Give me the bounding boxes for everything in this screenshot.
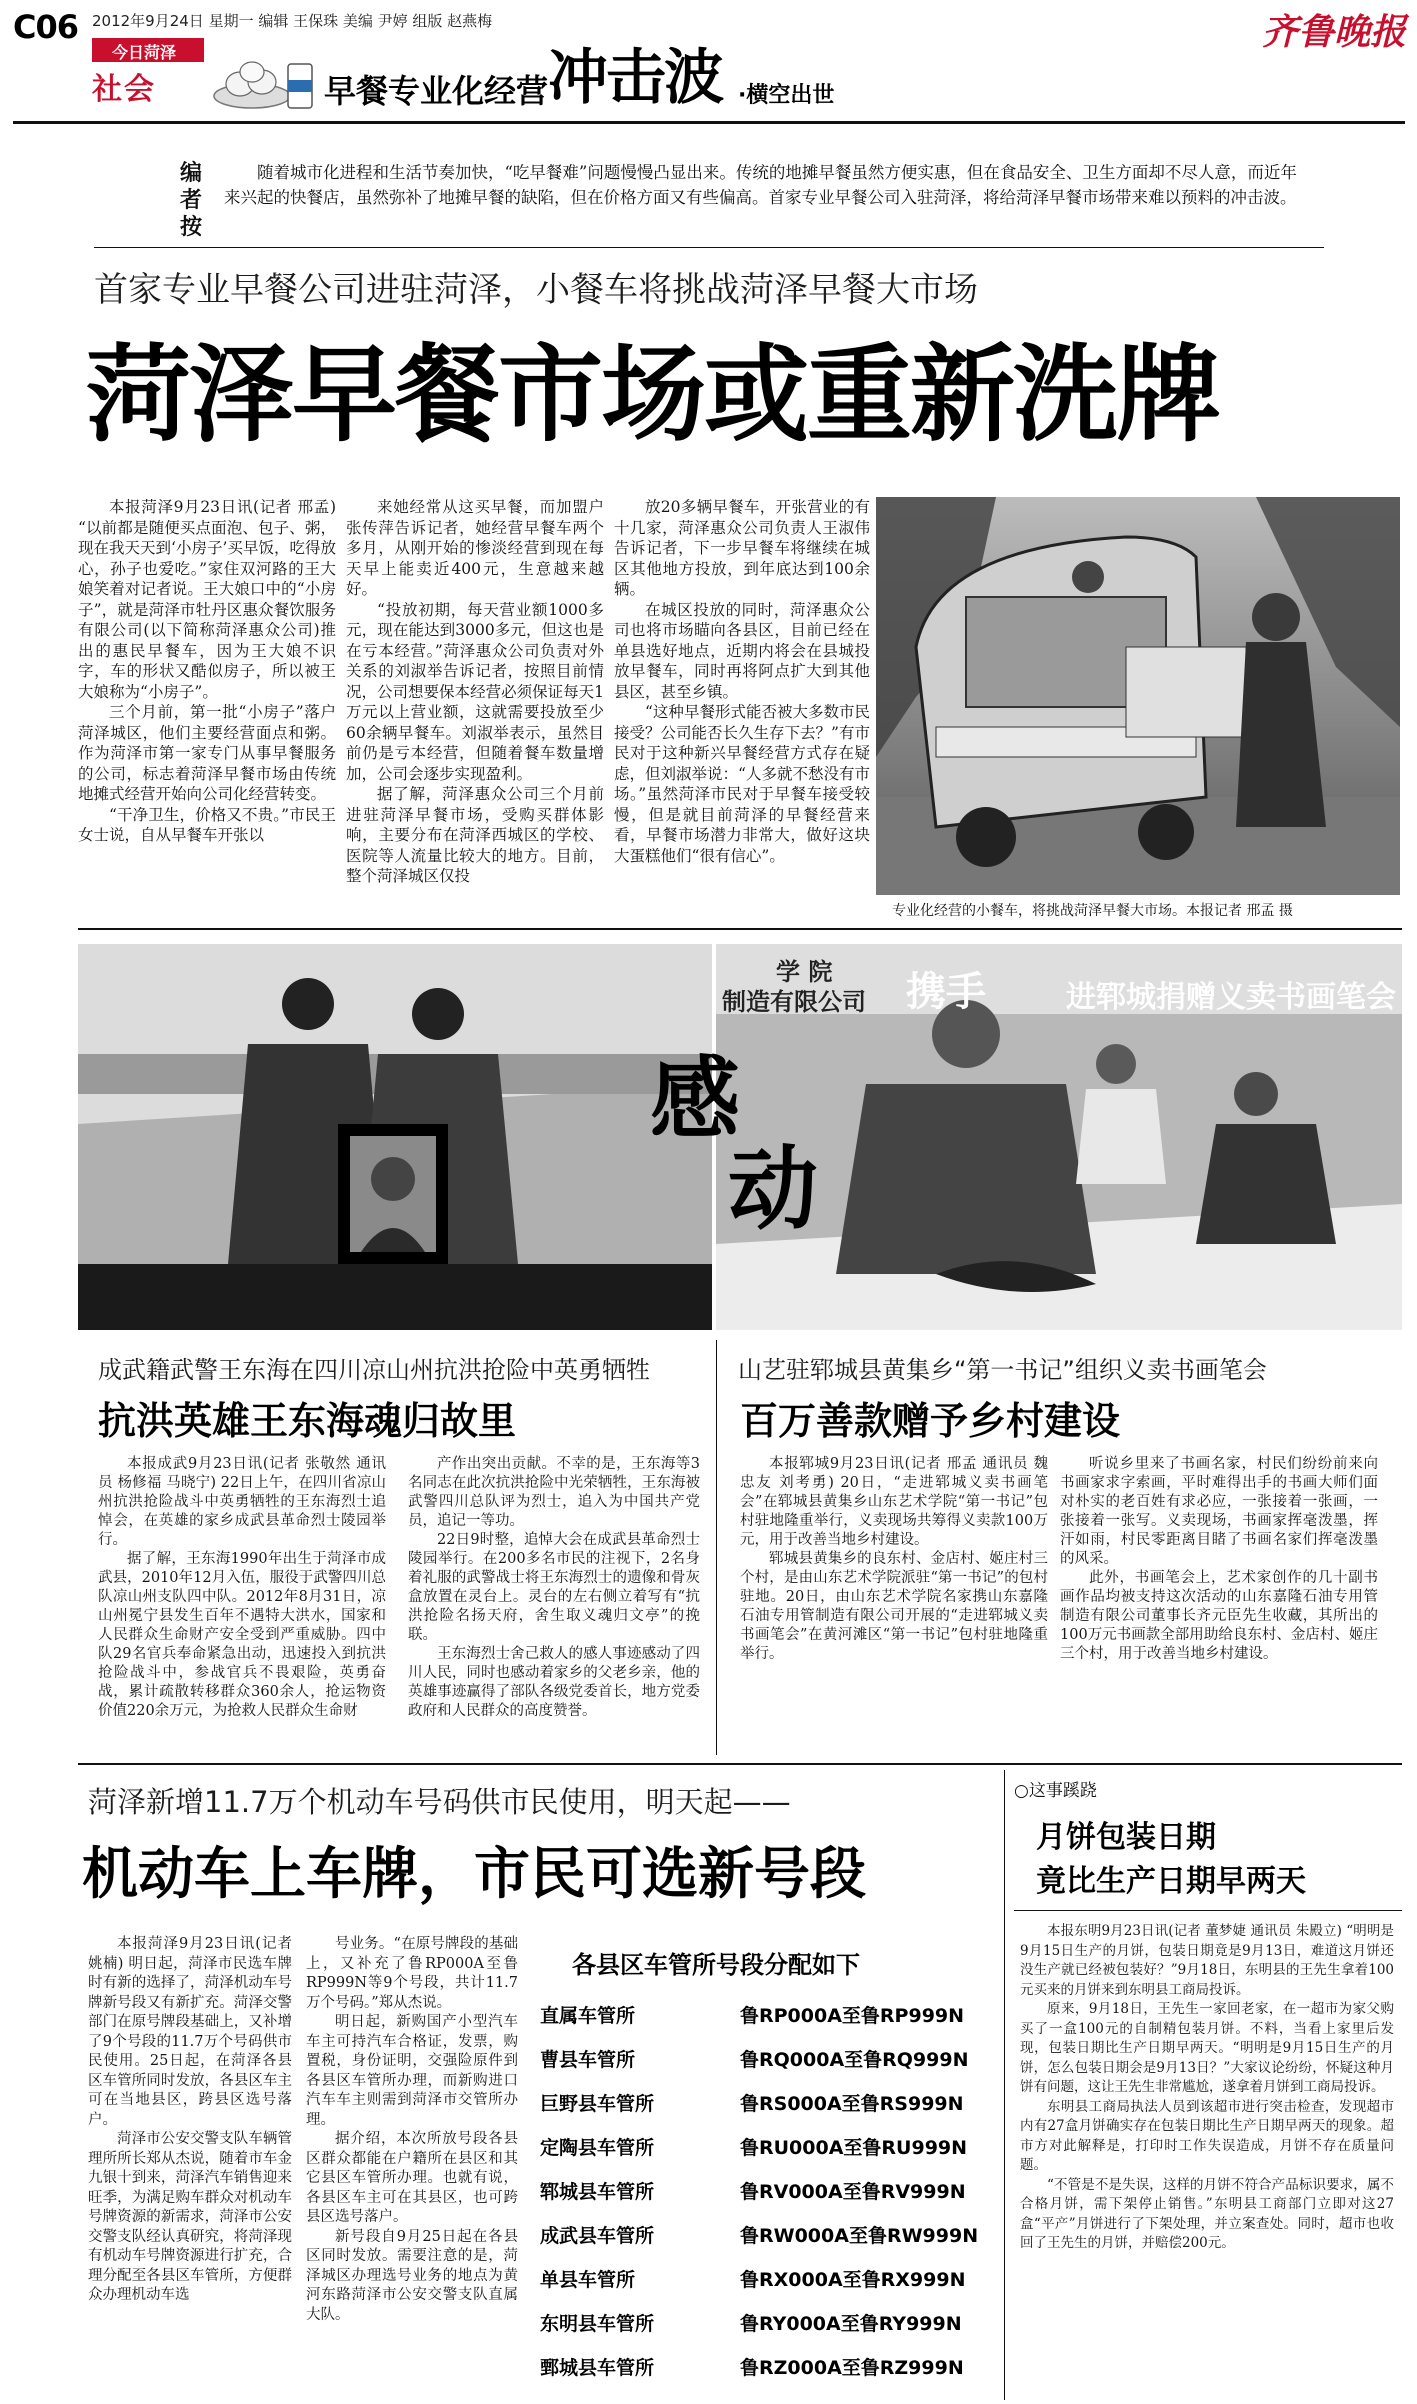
hero-divider bbox=[716, 1340, 717, 1755]
feature-title-char-1: 感 bbox=[650, 1047, 740, 1152]
mid-rule bbox=[78, 1763, 1402, 1765]
plates-col-2-p2: 明日起，新购国产小型汽车车主可持汽车合格证，发票，购置税，身份证明，交强险原件到各县区车管所办理，而新购进口汽车车主则需到菏泽市交管所办理。 bbox=[306, 2014, 518, 2128]
banner-text-b: 制造有限公司 bbox=[722, 988, 866, 1016]
plate-range: 鲁RV000A至鲁RV999N bbox=[740, 2181, 966, 2203]
table-row bbox=[530, 2345, 1000, 2389]
plates-divider bbox=[1004, 1770, 1005, 2400]
section-tag: 今日菏泽 bbox=[112, 43, 177, 62]
office-name: 直属车管所 bbox=[540, 2005, 636, 2027]
hero-col-1 bbox=[98, 1455, 386, 1753]
plates-headline: 机动车上车牌，市民可选新号段 bbox=[82, 1842, 866, 1907]
lead-col-1-p3: “干净卫生，价格又不贵。”市民王女士说，自从早餐车开张以 bbox=[78, 805, 336, 844]
plate-range: 鲁RP000A至鲁RP999N bbox=[740, 2005, 965, 2027]
painting-kicker: 山艺驻郓城县黄集乡“第一书记”组织义卖书画笔会 bbox=[738, 1356, 1267, 1384]
hero-col-2 bbox=[408, 1455, 700, 1753]
plates-col-2-p1: 号业务。“在原号牌段的基础上，又补充了鲁RP000A至鲁RP999N等9个号段，共计11.7万个号码。”郑从杰说。 bbox=[306, 1936, 518, 2011]
mooncake-p2: 原来，9月18日，王先生一家回老家，在一超市为家父购买了一盒100元的自制精包装月饼。不料，当看上家里后发现，包装日期比生产日期早两天。“明明是9月15日生产的月饼，怎么包装日期会是9月13日？”大家议论纷纷，怀疑这种月饼有问题，这让王先生非常尴尬，遂拿着月饼到工商局投诉。 bbox=[1020, 2001, 1394, 2095]
feature-title-char-2: 动 bbox=[728, 1137, 818, 1242]
lead-col-3 bbox=[614, 497, 870, 915]
mooncake-body bbox=[1020, 1922, 1394, 2400]
hero-headline: 抗洪英雄王东海魂归故里 bbox=[98, 1399, 517, 1443]
plates-table bbox=[530, 1945, 1000, 2400]
page-number-badge bbox=[13, 8, 79, 48]
breakfast-cart-caption: 专业化经营的小餐车，将挑战菏泽早餐大市场。本报记者 邢孟 摄 bbox=[892, 903, 1293, 919]
plates-col-1 bbox=[88, 1935, 292, 2397]
plates-kicker: 菏泽新增11.7万个机动车号码供市民使用，明天起—— bbox=[88, 1785, 791, 1819]
office-name: 单县车管所 bbox=[540, 2269, 636, 2291]
section-name: 社会 bbox=[92, 72, 156, 107]
mooncake-headline-2: 竟比生产日期早两天 bbox=[1036, 1864, 1306, 1899]
plate-range: 鲁RY000A至鲁RY999N bbox=[740, 2313, 962, 2335]
lead-col-2 bbox=[346, 497, 604, 915]
plates-table-title: 各县区车管所号段分配如下 bbox=[572, 1951, 860, 1979]
banner-title-a: 早餐专业化经营 bbox=[324, 72, 549, 110]
lead-headline: 菏泽早餐市场或重新洗牌 bbox=[86, 334, 1220, 456]
editor-note-label: 编者按 bbox=[180, 161, 203, 240]
hero-col-1-p1: 本报成武9月23日讯(记者 张敬然 通讯员 杨修福 马晓宁) 22日上午，在四川省凉山州抗洪抢险战斗中英勇牺牲的王东海烈士追悼会，在英雄的家乡成武县革命烈士陵园举行。 bbox=[98, 1456, 386, 1548]
breakfast-cart-image bbox=[876, 497, 1400, 895]
painting-col-1-p1: 本报郓城9月23日讯(记者 邢孟 通讯员 魏忠友 刘考勇) 20日，“走进郓城义卖书画笔会”在郓城县黄集乡山东艺术学院“第一书记”包村驻地隆重举行，义卖现场共筹得义卖款100万元，用于改善当地乡村建设。 bbox=[740, 1456, 1048, 1548]
plate-range: 鲁RZ000A至鲁RZ999N bbox=[740, 2357, 964, 2379]
section-tag-box bbox=[92, 38, 204, 62]
mooncake-p4: “不管是不是失误，这样的月饼不符合产品标识要求，属不合格月饼，需下架停止销售。”东明县工商部门立即对这27盒“平产”月饼进行了下架处理，并立案查处。同时，超市也收回了王先生的月饼，并赔偿200元。 bbox=[1020, 2176, 1394, 2251]
hero-col-1-p2: 据了解，王东海1990年出生于菏泽市成武县，2010年12月入伍，服役于武警四川总队凉山州支队四中队。2012年8月31日，凉山州冕宁县发生百年不遇特大洪水，国家和人民群众生命财产安全受到严重威胁。四中队29名官兵奉命紧急出动，迅速投入到抗洪抢险战斗中，参战官兵不畏艰险，英勇奋战，累计疏散转移群众360余人，抢运物资价值220余万元，为抢救人民群众生命财 bbox=[98, 1551, 386, 1719]
table-row bbox=[530, 2301, 1000, 2345]
hero-col-2-p1: 产作出突出贡献。不幸的是，王东海等3名同志在此次抗洪抢险中光荣牺牲，王东海被武警四川总队评为烈士，追入为中国共产党员，追记一等功。 bbox=[408, 1456, 700, 1529]
table-row bbox=[530, 1993, 1000, 2037]
lead-bottom-rule bbox=[78, 928, 1402, 930]
mooncake-p1: 本报东明9月23日讯(记者 董梦婕 通讯员 朱殿立) “明明是9月15日生产的月饼，包装日期竟是9月13日，难道这月饼还没生产就已经被包装好？”9月18日，东明县的王先生拿着100元买来的月饼来到东明县工商局投诉。 bbox=[1020, 1923, 1394, 1998]
page-number: C06 bbox=[13, 8, 79, 46]
editor-note-rule bbox=[94, 247, 1324, 248]
banner-text-c: 携手 bbox=[906, 969, 986, 1015]
banner-text-d: 进郓城捐赠义卖书画笔会 bbox=[1066, 980, 1396, 1015]
plate-range: 鲁RW000A至鲁RW999N bbox=[740, 2225, 979, 2247]
plates-col-2 bbox=[306, 1935, 518, 2397]
lead-col-2-p3: 据了解，菏泽惠众公司三个月前进驻菏泽早餐市场，受购买群体影响，主要分布在菏泽西城区的学校、医院等人流量比较大的地方。目前，整个菏泽城区仅投 bbox=[346, 785, 604, 885]
table-row bbox=[530, 2125, 1000, 2169]
mooncake-rule bbox=[1014, 1910, 1402, 1911]
masthead-rule bbox=[13, 121, 1405, 124]
table-row bbox=[530, 2257, 1000, 2301]
painting-col-2-p1: 听说乡里来了书画名家，村民们纷纷前来向书画家求字索画，平时难得出手的书画大师们面对朴实的老百姓有求必应，一张接着一张画，一张接着一张写。义卖现场，书画家挥毫泼墨，挥汗如雨，村民零距离目睹了书画名家们挥毫泼墨的风采。 bbox=[1060, 1456, 1378, 1567]
office-name: 定陶县车管所 bbox=[540, 2137, 655, 2159]
painting-col-2 bbox=[1060, 1455, 1378, 1753]
banner-title-c: ·横空出世 bbox=[738, 83, 835, 108]
plate-range: 鲁RU000A至鲁RU999N bbox=[740, 2137, 968, 2159]
lead-col-1-p1: 本报菏泽9月23日讯(记者 邢孟) “以前都是随便买点面泡、包子、粥，现在我天天到‘小房子’买早饭，吃得放心，孙子也爱吃。”家住双河路的王大娘笑着对记者说。王大娘口中的“小房子”，就是菏泽市牡丹区惠众餐饮服务有限公司(以下简称菏泽惠众公司)推出的惠民早餐车，因为王大娘不识字，车的形状又酷似房子，所以被王大娘称为“小房子”。 bbox=[78, 498, 336, 701]
hero-kicker: 成武籍武警王东海在四川凉山州抗洪抢险中英勇牺牲 bbox=[98, 1356, 650, 1384]
table-row bbox=[530, 2037, 1000, 2081]
office-name: 成武县车管所 bbox=[540, 2225, 655, 2247]
calligraphy-event-photo bbox=[716, 944, 1402, 1330]
painting-col-1-p2: 郓城县黄集乡的良东村、金店村、姬庄村三个村，是由山东艺术学院派驻“第一书记”的包村驻地。20日，由山东艺术学院名家携山东嘉隆石油专用管制造有限公司开展的“走进郓城义卖书画笔会”在黄河滩区“第一书记”包村驻地隆重举行。 bbox=[740, 1551, 1048, 1662]
breakfast-cart-photo bbox=[876, 497, 1400, 895]
banner-illustration bbox=[212, 52, 320, 112]
plates-col-2-p4: 新号段自9月25日起在各县区同时发放。需要注意的是，菏泽城区办理选号业务的地点为黄河东路菏泽市公安交警支队直属大队。 bbox=[306, 2228, 518, 2323]
lead-col-3-p1: 放20多辆早餐车，开张营业的有十几家，菏泽惠众公司负责人王淑伟告诉记者，下一步早餐车将继续在城区其他地方投放，到年底达到100余辆。 bbox=[614, 498, 870, 598]
mooncake-tag: ○这事蹊跷 bbox=[1014, 1781, 1097, 1801]
lead-col-3-p2: 在城区投放的同时，菏泽惠众公司也将市场瞄向各县区，目前已经在单县选好地点，近期内将会在县城投放早餐车，同时再将阿点扩大到其他县区，甚至乡镇。 bbox=[614, 600, 870, 701]
lead-col-1 bbox=[78, 497, 336, 915]
plate-range: 鲁RS000A至鲁RS999N bbox=[740, 2093, 964, 2115]
hero-col-2-p2: 22日9时整，追悼大会在成武县革命烈士陵园举行。在200多名市民的注视下，2名身着礼服的武警战士将王东海烈士的遗像和骨灰盒放置在灵台上。灵台的左右侧立着写有“抗洪抢险名扬天府，舍生取义魂归文亭”的挽联。 bbox=[408, 1532, 700, 1643]
honor-guard-photo bbox=[78, 944, 712, 1330]
lead-col-2-p1: 来她经常从这买早餐，而加盟户张传萍告诉记者，她经营早餐车两个多月，从刚开始的惨淡经营到现在每天早上能卖近400元，生意越来越好。 bbox=[346, 498, 604, 598]
office-name: 鄄城县车管所 bbox=[540, 2357, 655, 2379]
office-name: 东明县车管所 bbox=[540, 2313, 655, 2335]
lead-col-2-p2: “投放初期，每天营业额1000多元，现在能达到3000多元，但这也是在亏本经营。”菏泽惠众公司负责对外关系的刘淑举告诉记者，按照目前情况，公司想要保本经营必须保证每天1万元以上营业额，这就需要投放至少60余辆早餐车。刘淑举表示，虽然目前仍是亏本经营，但随着餐车数量增加，公司会逐步实现盈利。 bbox=[346, 600, 604, 783]
office-name: 巨野县车管所 bbox=[540, 2093, 655, 2115]
plates-col-2-p3: 据介绍，本次所放号段各县区群众都能在户籍所在县区和其它县区车管所办理。也就有说，各县区车主可在其县区，也可跨县区选号落户。 bbox=[306, 2131, 518, 2225]
banner-text-a: 学 院 bbox=[776, 958, 833, 986]
date-line: 2012年9月24日 星期一 编辑 王保珠 美编 尹婷 组版 赵燕梅 bbox=[92, 12, 493, 30]
paper-name: 齐鲁晚报 bbox=[1262, 12, 1407, 53]
plates-table-body bbox=[530, 1993, 1000, 2389]
table-row bbox=[530, 2213, 1000, 2257]
office-name: 郓城县车管所 bbox=[540, 2181, 655, 2203]
painting-headline: 百万善款赠予乡村建设 bbox=[740, 1399, 1121, 1443]
banner-title-b: 冲击波 bbox=[548, 43, 722, 113]
mooncake-p3: 东明县工商局执法人员到该超市进行突击检查，发现超市内有27盒月饼确实存在包装日期比生产日期早两天的现象。超市方对此解释是，打印时工作失误造成，月饼不存在质量问题。 bbox=[1020, 2098, 1394, 2173]
plate-range: 鲁RX000A至鲁RX999N bbox=[740, 2269, 966, 2291]
mooncake-headline-1: 月饼包装日期 bbox=[1036, 1820, 1216, 1855]
office-name: 曹县车管所 bbox=[540, 2049, 636, 2071]
breakfast-illustration bbox=[212, 52, 320, 112]
lead-col-3-p3: “这种早餐形式能否被大多数市民接受？公司能否长久生存下去？”有市民对于这种新兴早餐经营方式存在疑虑，但刘淑举说：“人多就不愁没有市场。”虽然菏泽市民对于早餐车接受较慢，但是就目前菏泽的早餐经营来看，早餐市场潜力非常大，做好这块大蛋糕他们“很有信心”。 bbox=[614, 703, 870, 865]
painting-col-2-p2: 此外，书画笔会上，艺术家创作的几十副书画作品均被支持这次活动的山东嘉隆石油专用管制造有限公司董事长齐元臣先生收藏，其所出的100万元书画款全部用助给良东村、金店村、姬庄三个村，用于改善当地乡村建设。 bbox=[1060, 1570, 1378, 1662]
honor-guard-image bbox=[78, 944, 712, 1330]
table-row bbox=[530, 2169, 1000, 2213]
editor-note-text: 随着城市化进程和生活节奏加快，“吃早餐难”问题慢慢凸显出来。传统的地摊早餐虽然方便实惠，但在食品安全、卫生方面却不尽人意，而近年来兴起的快餐店，虽然弥补了地摊早餐的缺陷，但在价格方面又有些偏高。首家专业早餐公司入驻菏泽，将给菏泽早餐市场带来难以预料的冲击波。 bbox=[224, 163, 1297, 207]
plates-col-1-p1: 本报菏泽9月23日讯(记者 姚楠) 明日起，菏泽市民选车牌时有新的选择了，菏泽机动车号牌新号段又有新扩充。菏泽交警部门在原号牌段基础上，又补增了9个号段的11.7万个号码供市民使用。25日起，在菏泽各县区车管所同时发放，各县区车主可在当地县区，跨县区选号落户。 bbox=[88, 1936, 292, 2128]
plates-col-1-p2: 菏泽市公安交警支队车辆管理所所长郑从杰说，随着市车金九银十到来，菏泽汽车销售迎来旺季，为满足购车群众对机动车号牌资源的新需求，菏泽市公安交警支队经认真研究，将菏泽现有机动车号牌资源进行扩充，合理分配至各县区车管所，方便群众办理机动车选 bbox=[88, 2131, 292, 2303]
hero-col-2-p3: 王东海烈士舍己救人的感人事迹感动了四川人民，同时也感动着家乡的父老乡亲，他的英雄事迹赢得了部队各级党委首长，地方党委政府和人民群众的高度赞誉。 bbox=[408, 1646, 700, 1719]
plate-range: 鲁RQ000A至鲁RQ999N bbox=[740, 2049, 969, 2071]
lead-kicker: 首家专业早餐公司进驻菏泽，小餐车将挑战菏泽早餐大市场 bbox=[94, 270, 978, 310]
painting-col-1 bbox=[740, 1455, 1048, 1753]
lead-col-1-p2: 三个月前，第一批“小房子”落户菏泽城区，他们主要经营面点和粥。作为菏泽市第一家专门从事早餐服务的公司，标志着菏泽早餐市场由传统地摊式经营开始向公司化经营转变。 bbox=[78, 703, 336, 803]
table-row bbox=[530, 2081, 1000, 2125]
